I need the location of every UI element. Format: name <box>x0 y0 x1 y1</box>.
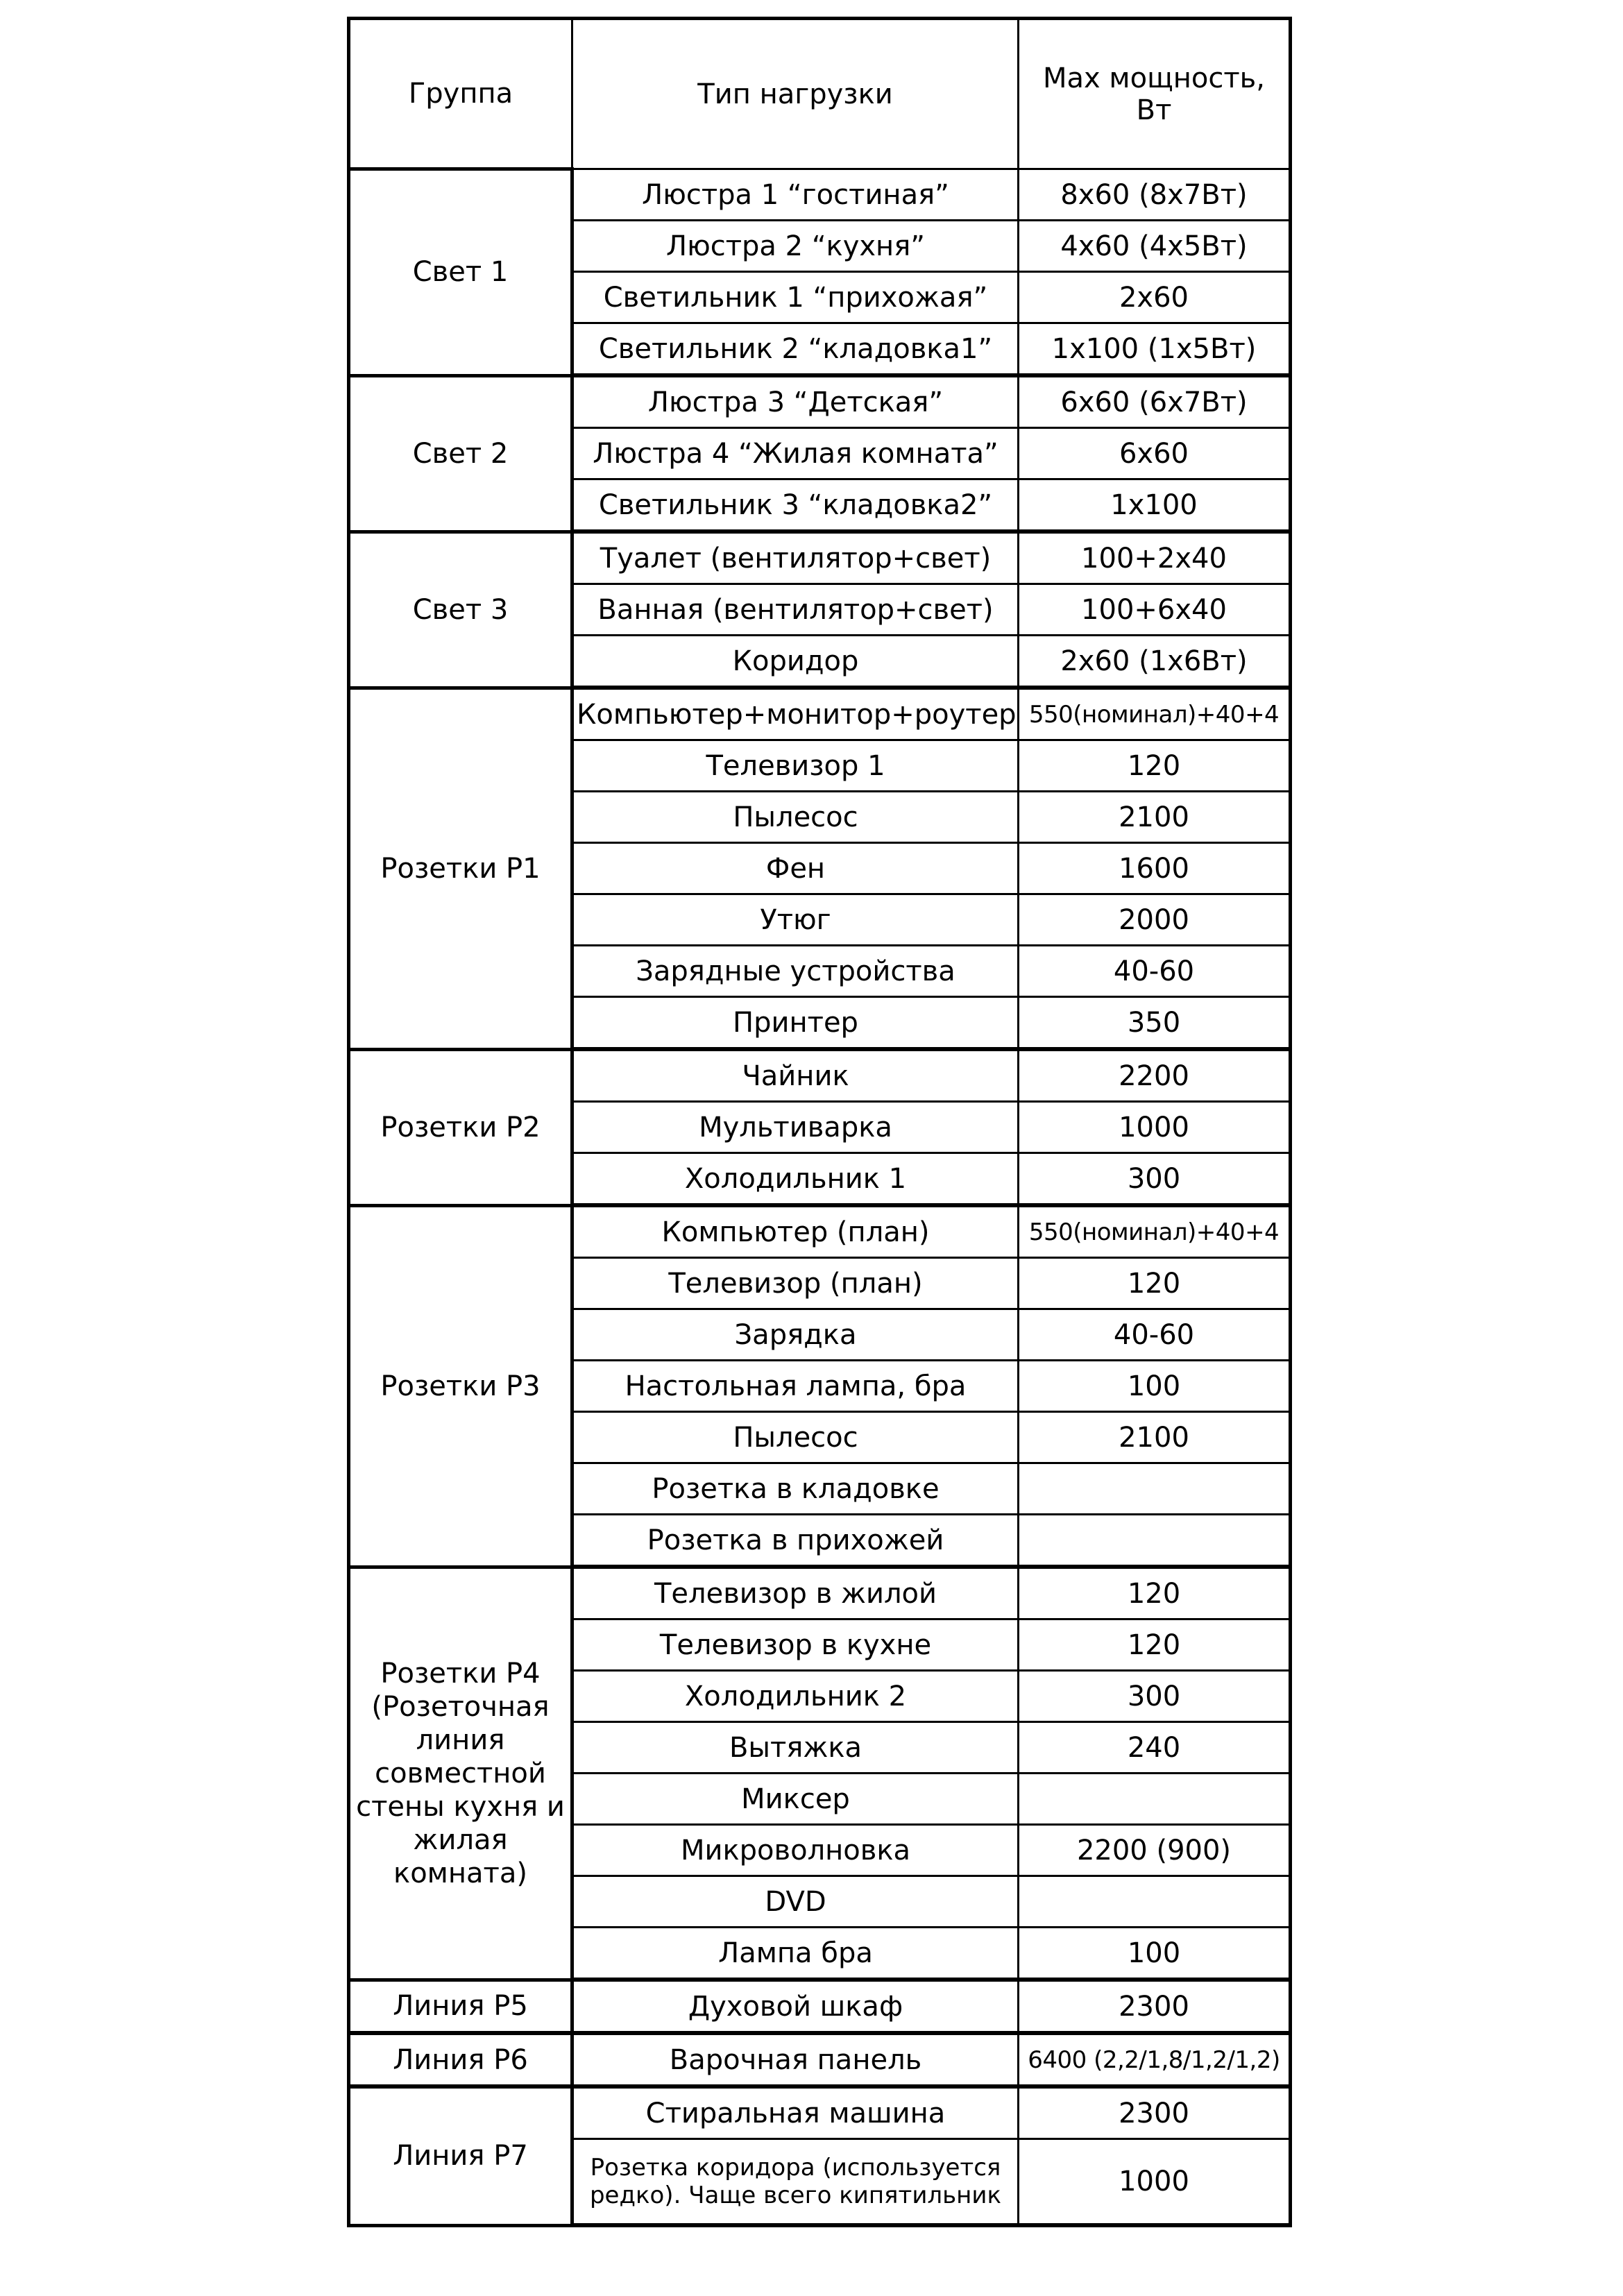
table-row <box>349 2086 1291 2139</box>
table-row <box>349 1205 1291 1258</box>
max-power-cell: 2000 <box>1019 894 1291 946</box>
load-type-cell: Принтер <box>572 997 1019 1050</box>
load-type-cell: Люстра 2 “кухня” <box>572 221 1019 272</box>
load-type-cell: Компьютер (план) <box>572 1205 1019 1258</box>
load-type-cell: Люстра 4 “Жилая комната” <box>572 428 1019 479</box>
load-type-cell: Светильник 2 “кладовка1” <box>572 323 1019 376</box>
max-power-cell <box>1019 1515 1291 1567</box>
max-power-cell <box>1019 1774 1291 1825</box>
load-type-cell: Вытяжка <box>572 1722 1019 1774</box>
header-max-power: Max мощность, Вт <box>1019 19 1291 169</box>
group-cell: Розетки Р3 <box>349 1205 572 1567</box>
max-power-cell: 1600 <box>1019 843 1291 894</box>
table-row <box>349 1567 1291 1619</box>
max-power-cell: 1х100 (1х5Вт) <box>1019 323 1291 376</box>
load-type-cell: Зарядка <box>572 1309 1019 1361</box>
group-cell: Розетки Р2 <box>349 1049 572 1205</box>
max-power-cell: 300 <box>1019 1671 1291 1722</box>
max-power-cell: 550(номинал)+40+4 <box>1019 1205 1291 1258</box>
group-cell: Свет 3 <box>349 532 572 688</box>
load-type-cell: Мультиварка <box>572 1102 1019 1153</box>
load-type-cell: Варочная панель <box>572 2033 1019 2086</box>
max-power-cell: 120 <box>1019 1567 1291 1619</box>
load-type-cell: Коридор <box>572 636 1019 688</box>
load-type-cell: Холодильник 2 <box>572 1671 1019 1722</box>
load-type-cell: Розетка в прихожей <box>572 1515 1019 1567</box>
max-power-cell: 120 <box>1019 740 1291 792</box>
max-power-cell <box>1019 1463 1291 1515</box>
max-power-cell: 6400 (2,2/1,8/1,2/1,2) <box>1019 2033 1291 2086</box>
max-power-cell: 40-60 <box>1019 1309 1291 1361</box>
load-type-cell: Ванная (вентилятор+свет) <box>572 584 1019 636</box>
max-power-cell: 100 <box>1019 1928 1291 1980</box>
load-table <box>347 17 1292 2227</box>
max-power-cell: 6х60 <box>1019 428 1291 479</box>
max-power-cell <box>1019 1876 1291 1928</box>
group-cell: Свет 1 <box>349 169 572 376</box>
load-type-cell: Стиральная машина <box>572 2086 1019 2139</box>
max-power-cell: 120 <box>1019 1258 1291 1309</box>
load-type-cell: Зарядные устройства <box>572 946 1019 997</box>
group-cell: Линия Р7 <box>349 2086 572 2225</box>
load-type-cell: Телевизор (план) <box>572 1258 1019 1309</box>
max-power-cell: 8х60 (8х7Вт) <box>1019 169 1291 221</box>
load-table-sheet <box>347 17 1285 2227</box>
header-load-type: Тип нагрузки <box>572 19 1019 169</box>
table-row <box>349 688 1291 740</box>
load-type-cell: Розетка в кладовке <box>572 1463 1019 1515</box>
load-type-cell: Пылесос <box>572 1412 1019 1463</box>
group-cell: Линия Р6 <box>349 2033 572 2086</box>
max-power-cell: 2х60 (1х6Вт) <box>1019 636 1291 688</box>
max-power-cell: 100+6х40 <box>1019 584 1291 636</box>
max-power-cell: 2х60 <box>1019 272 1291 323</box>
load-type-cell: Телевизор в кухне <box>572 1619 1019 1671</box>
max-power-cell: 100+2х40 <box>1019 532 1291 584</box>
max-power-cell: 100 <box>1019 1361 1291 1412</box>
group-cell: Розетки Р4 (Розеточная линия совместной стены кухня и жилая комната) <box>349 1567 572 1980</box>
max-power-cell: 6х60 (6х7Вт) <box>1019 375 1291 428</box>
load-type-cell: Телевизор 1 <box>572 740 1019 792</box>
table-row <box>349 532 1291 584</box>
max-power-cell: 120 <box>1019 1619 1291 1671</box>
table-row <box>349 1049 1291 1102</box>
load-type-cell: Люстра 1 “гостиная” <box>572 169 1019 221</box>
load-type-cell: Пылесос <box>572 792 1019 843</box>
group-cell: Линия Р5 <box>349 1980 572 2033</box>
load-type-cell: Лампа бра <box>572 1928 1019 1980</box>
max-power-cell: 40-60 <box>1019 946 1291 997</box>
table-body <box>349 169 1291 2226</box>
max-power-cell: 4х60 (4х5Вт) <box>1019 221 1291 272</box>
load-type-cell: Микроволновка <box>572 1825 1019 1876</box>
max-power-cell: 2100 <box>1019 792 1291 843</box>
load-type-cell: DVD <box>572 1876 1019 1928</box>
load-type-cell: Утюг <box>572 894 1019 946</box>
max-power-cell: 1000 <box>1019 2139 1291 2226</box>
table-row <box>349 2033 1291 2086</box>
group-cell: Розетки Р1 <box>349 688 572 1049</box>
max-power-cell: 2200 (900) <box>1019 1825 1291 1876</box>
max-power-cell: 2300 <box>1019 1980 1291 2033</box>
max-power-cell: 2200 <box>1019 1049 1291 1102</box>
max-power-cell: 300 <box>1019 1153 1291 1206</box>
load-type-cell: Настольная лампа, бра <box>572 1361 1019 1412</box>
table-row <box>349 1980 1291 2033</box>
load-type-cell: Туалет (вентилятор+свет) <box>572 532 1019 584</box>
header-group: Группа <box>349 19 572 169</box>
max-power-cell: 550(номинал)+40+4 <box>1019 688 1291 740</box>
max-power-cell: 350 <box>1019 997 1291 1050</box>
load-type-cell: Телевизор в жилой <box>572 1567 1019 1619</box>
max-power-cell: 240 <box>1019 1722 1291 1774</box>
table-row <box>349 375 1291 428</box>
table-header-row <box>349 19 1291 169</box>
max-power-cell: 2100 <box>1019 1412 1291 1463</box>
load-type-cell: Чайник <box>572 1049 1019 1102</box>
load-type-cell: Духовой шкаф <box>572 1980 1019 2033</box>
load-type-cell: Фен <box>572 843 1019 894</box>
load-type-cell: Люстра 3 “Детская” <box>572 375 1019 428</box>
load-type-cell: Розетка коридора (используется редко). Чаще всего кипятильник <box>572 2139 1019 2226</box>
load-type-cell: Миксер <box>572 1774 1019 1825</box>
group-cell: Свет 2 <box>349 375 572 532</box>
max-power-cell: 1000 <box>1019 1102 1291 1153</box>
load-type-cell: Светильник 1 “прихожая” <box>572 272 1019 323</box>
load-type-cell: Светильник 3 “кладовка2” <box>572 479 1019 532</box>
load-type-cell: Компьютер+монитор+роутер <box>572 688 1019 740</box>
load-type-cell: Холодильник 1 <box>572 1153 1019 1206</box>
max-power-cell: 2300 <box>1019 2086 1291 2139</box>
table-row <box>349 169 1291 221</box>
max-power-cell: 1х100 <box>1019 479 1291 532</box>
